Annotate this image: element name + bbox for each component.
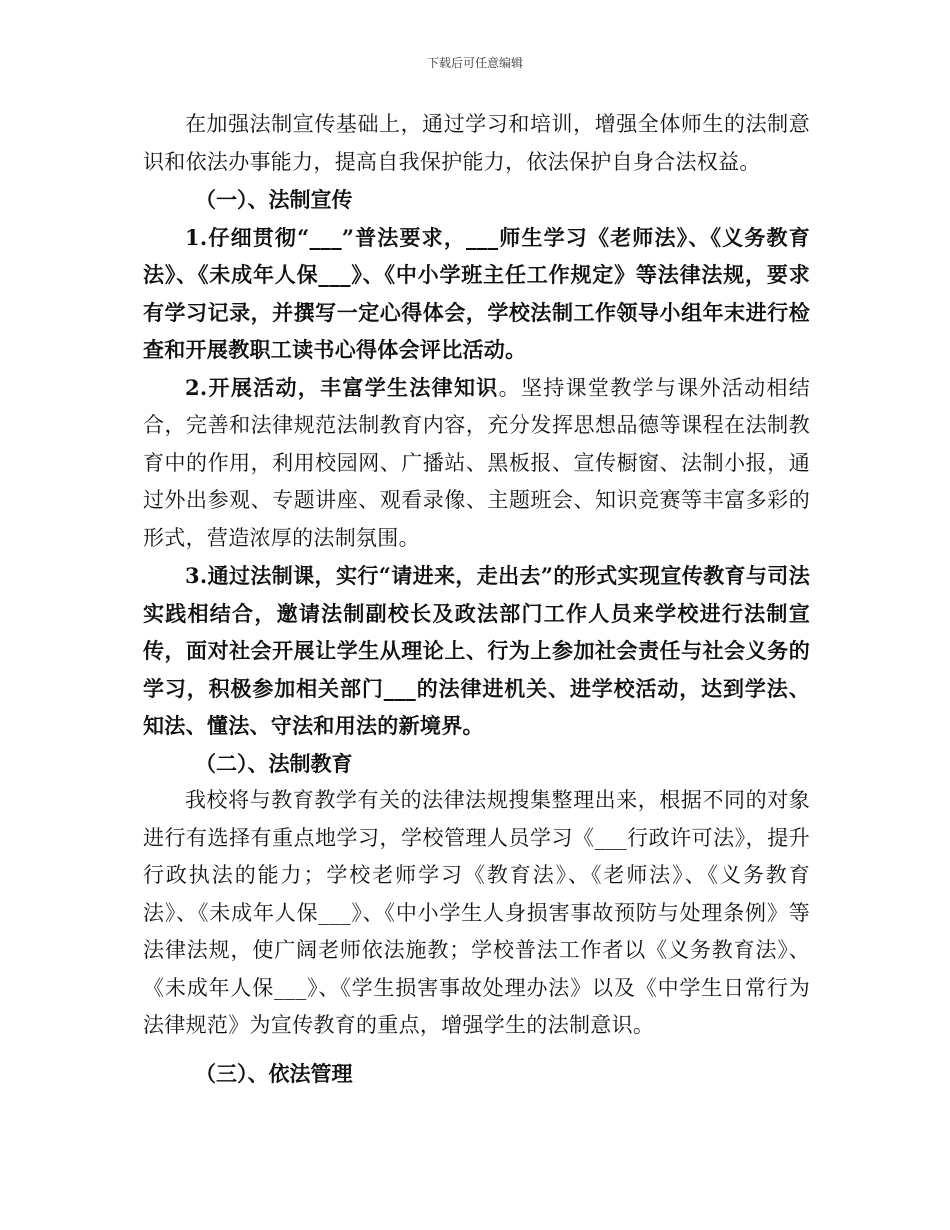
- section-heading-2: （二）、法制教育: [195, 750, 353, 776]
- item-1: 1.仔细贯彻“___”普法要求，___师生学习《老师法》、《义务教育法》、《未成年人保___》、《中小学班主任工作规定》等法律法规，要求有学习记录，并撰写一定心得体会，学校法制工作领导小组年末进行检查和开展教职工读书心得体会评比活动。: [143, 224, 810, 362]
- document-body: [143, 106, 810, 1092]
- item-2: [143, 369, 810, 558]
- section-heading-1: （一）、法制宣传: [195, 187, 353, 212]
- item-2-body: 。坚持课堂教学与课外活动相结合，完善和法律规范法制教育内容，充分发挥思想品德等课程在法制教育中的作用，利用校园网、广播站、黑板报、宣传橱窗、法制小报，通过外出参观、专题讲座、观看录像、主题班会、知识竞赛等丰富多彩的形式，营造浓厚的法制氛围。: [143, 375, 811, 550]
- item-3: 3.通过法制课，实行“请进来，走出去”的形式实现宣传教育与司法实践相结合，邀请法制副校长及政法部门工作人员来学校进行法制宣传，面对社会开展让学生从理论上、行为上参加社会责任与社会义务的学习，积极参加相关部门___的法律进机关、进学校活动，达到学法、知法、懂法、守法和用法的新境界。: [143, 563, 810, 738]
- education-paragraph: 我校将与教育教学有关的法律法规搜集整理出来，根据不同的对象进行有选择有重点地学习，学校管理人员学习《___行政许可法》，提升行政执法的能力；学校老师学习《教育法》、《老师法》、《义务教育法》、《未成年人保___》、《中小学生人身损害事故预防与处理条例》等法律法规，使广阔老师依法施教；学校普法工作者以《义务教育法》、《未成年人保___》、《学生损害事故处理办法》以及《中学生日常行为法律规范》为宣传教育的重点，增强学生的法制意识。: [143, 788, 810, 1037]
- section-heading-3: （三）、依法管理: [195, 1060, 353, 1086]
- item-2-lead: 2.开展活动，丰富学生法律知识: [185, 374, 499, 400]
- spacer: [143, 1045, 810, 1055]
- page-header: 下载后可任意编辑: [426, 56, 523, 70]
- intro-paragraph: 在加强法制宣传基础上，通过学习和培训，增强全体师生的法制意识和依法办事能力，提高自我保护能力，依法保护自身合法权益。: [143, 112, 810, 174]
